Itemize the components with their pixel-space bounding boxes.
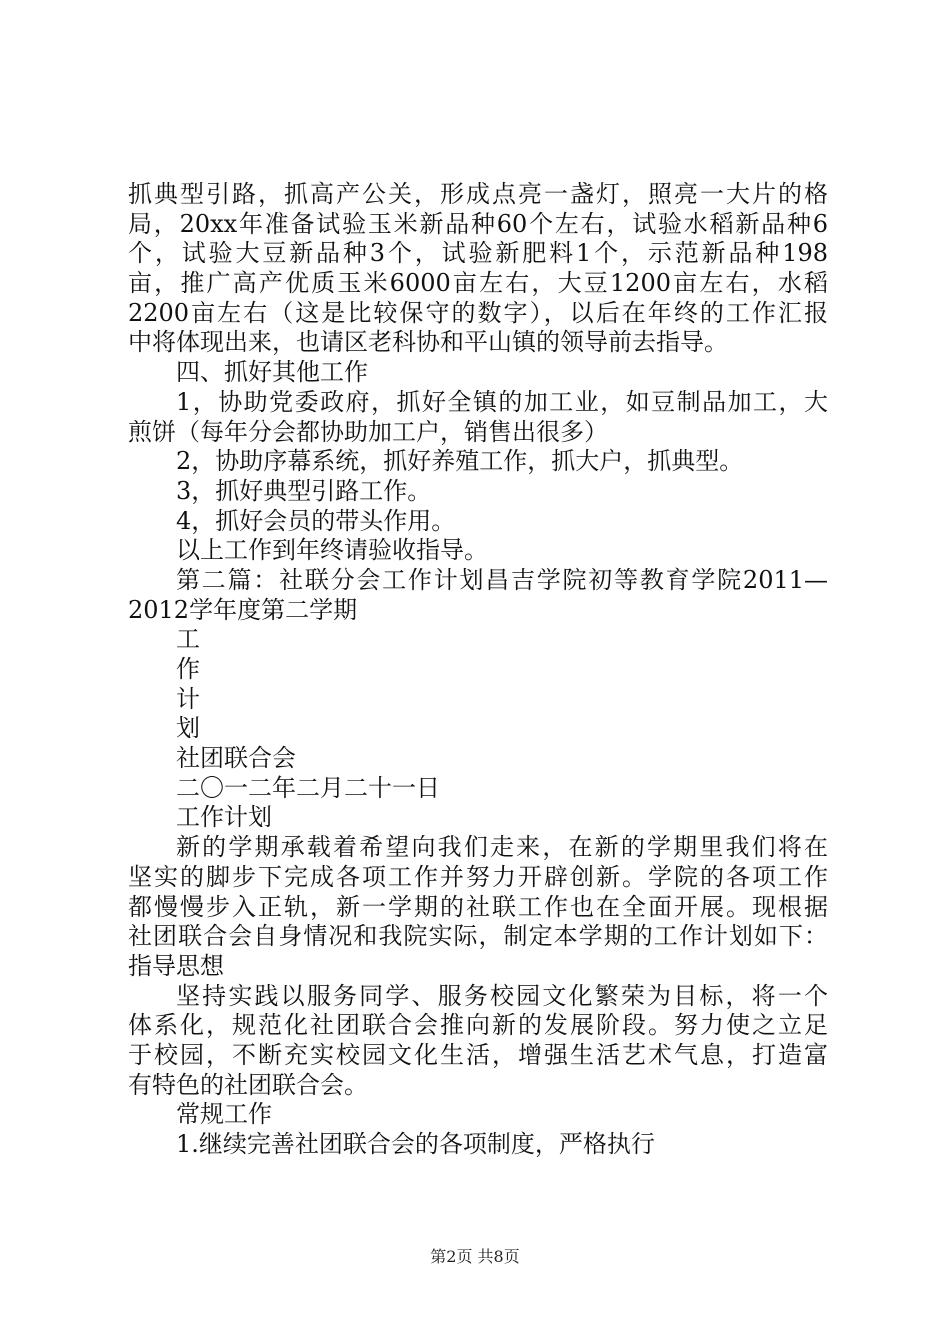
document-date: 二〇一二年二月二十一日 xyxy=(176,773,440,802)
text-line: 1.继续完善社团联合会的各项制度，严格执行 xyxy=(176,1130,655,1158)
organization-name: 社团联合会 xyxy=(176,744,296,773)
text-line: 3，抓好典型引路工作。 xyxy=(176,476,432,505)
text-line: 新的学期承载着希望向我们走来，在新的学期里我们将在 xyxy=(176,833,828,862)
section-heading: 常规工作 xyxy=(176,1100,272,1129)
document-body xyxy=(128,180,828,1160)
text-line: 个，试验大豆新品种3个，试验新肥料1个，示范新品种198 xyxy=(128,239,828,268)
vertical-title-char: 计 xyxy=(176,684,200,713)
text-line: 1，协助党委政府，抓好全镇的加工业，如豆制品加工，大 xyxy=(176,387,828,416)
text-line: 坚实的脚步下完成各项工作并努力开辟创新。学院的各项工作 xyxy=(128,862,828,891)
section-heading: 指导思想 xyxy=(128,951,224,980)
text-line: 2200亩左右（这是比较保守的数字），以后在年终的工作汇报 xyxy=(128,298,828,327)
text-line: 坚持实践以服务同学、服务校园文化繁荣为目标，将一个 xyxy=(176,981,828,1010)
text-line: 煎饼（每年分会都协助加工户，销售出很多） xyxy=(128,417,608,446)
vertical-title-char: 划 xyxy=(176,714,200,743)
text-line: 有特色的社团联合会。 xyxy=(128,1070,368,1099)
section-heading: 工作计划 xyxy=(176,803,272,832)
text-line: 中将体现出来，也请区老科协和平山镇的领导前去指导。 xyxy=(128,328,728,357)
chapter-title: 第二篇：社联分会工作计划昌吉学院初等教育学院2011— xyxy=(176,565,828,594)
text-line: 抓典型引路，抓高产公关，形成点亮一盏灯，照亮一大片的格 xyxy=(128,180,828,208)
text-line: 以上工作到年终请验收指导。 xyxy=(176,536,488,565)
vertical-title-char: 作 xyxy=(176,655,200,683)
vertical-title-char: 工 xyxy=(176,625,200,654)
text-line: 亩，推广高产优质玉米6000亩左右，大豆1200亩左右，水稻 xyxy=(128,269,828,298)
section-heading: 四、抓好其他工作 xyxy=(176,358,368,387)
text-line: 局，20xx年准备试验玉米新品种60个左右，试验水稻新品种6 xyxy=(128,209,828,238)
text-line: 2，协助序幕系统，抓好养殖工作，抓大户，抓典型。 xyxy=(176,447,744,476)
text-line: 体系化，规范化社团联合会推向新的发展阶段。努力使之立足 xyxy=(128,1011,828,1040)
page-indicator: 第2页 共8页 xyxy=(430,1247,520,1266)
text-line: 于校园，不断充实校园文化生活，增强生活艺术气息，打造富 xyxy=(128,1040,828,1069)
text-line: 社团联合会自身情况和我院实际，制定本学期的工作计划如下： xyxy=(128,922,828,951)
text-line: 都慢慢步入正轨，新一学期的社联工作也在全面开展。现根据 xyxy=(128,892,828,921)
text-line: 4，抓好会员的带头作用。 xyxy=(176,506,456,535)
chapter-title-continued: 2012学年度第二学期 xyxy=(128,595,358,624)
